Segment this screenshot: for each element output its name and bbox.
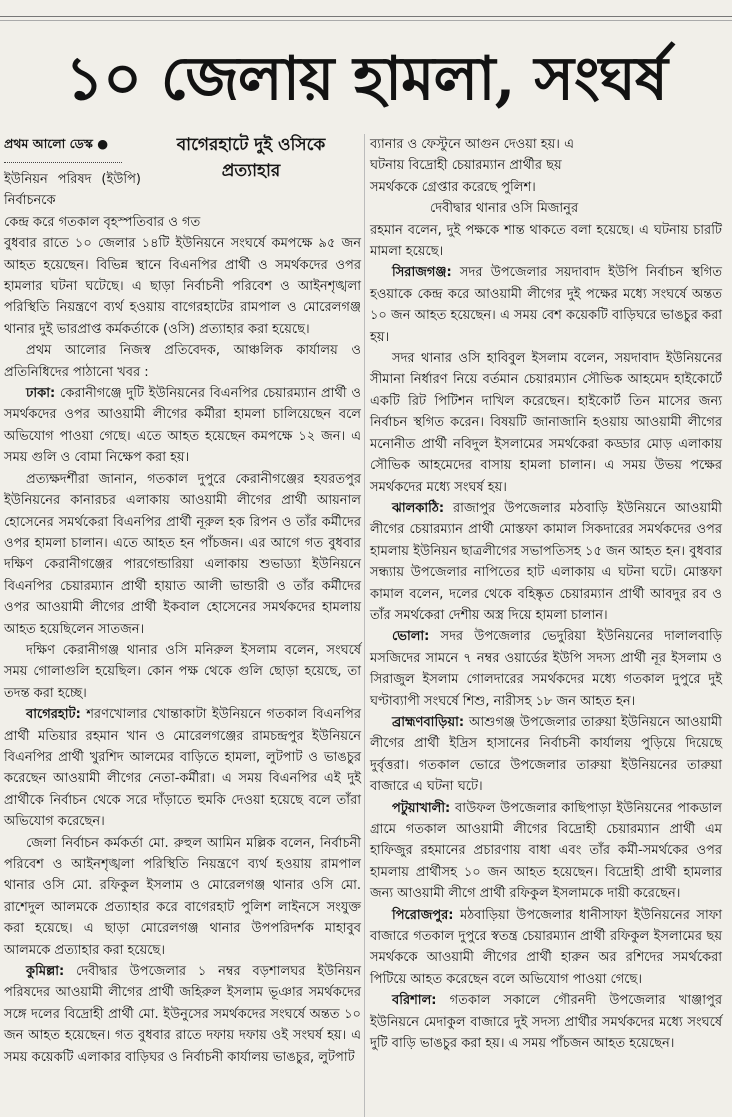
debidwar-oc-body: রহমান বলেন, দুই পক্ষকে শান্ত থাকতে বলা হয়েছে। এ ঘটনায় চারটি মামলা হয়েছে। xyxy=(370,222,722,260)
dhaka-label: ঢাকা: xyxy=(26,386,56,402)
right-column xyxy=(370,134,722,1054)
jhalokathi-paragraph xyxy=(370,498,722,626)
pirojpur-text: মঠবাড়িয়া উপজেলার ধানীসাফা ইউনিয়নের সাফা বাজারে গতকাল দুপুরে স্বতন্ত্র চেয়ারম্যান প্রার্থী রফিকুল ইসলামের ছয় সমর্থককে আওয়ামী লীগের প্রার্থী হারুন অর রশিদের সমর্থকেরা পিটিয়ে আহত করেছেন বলে অভিযোগ পাওয়া গেছে। xyxy=(370,907,722,987)
byline-bullet: ● xyxy=(97,136,109,151)
lead-paragraph-body: বুধবার রাতে ১০ জেলার ১৪টি ইউনিয়নে সংঘর্ষে কমপক্ষে ৯৫ জন আহত হয়েছেন। বিভিন্ন স্থানে বিএনপির প্রার্থী ও সমর্থকদের ওপর হামলার ঘটনা ঘটেছে। এ ছাড়া নির্বাচনী পরিবেশ ও আইনশৃঙ্খলা পরিস্থিতি নিয়ন্ত্রণে ব্যর্থ হওয়ায় বাগেরহাটের রামপাল ও মোরেলগঞ্জ থানার দুই ভারপ্রাপ্ত কর্মকর্তাকে (ওসি) প্রত্যাহার করা হয়েছে। xyxy=(4,236,361,337)
patuakhali-label: পটুয়াখালী: xyxy=(392,800,451,816)
left-column xyxy=(4,134,361,1068)
jhalokathi-text: রাজাপুর উপজেলার মঠবাড়ি ইউনিয়নে আওয়ামী লীগের চেয়ারম্যান প্রার্থী মোস্তফা কামাল সিকদারের সমর্থকদের ওপর হামলায় ইউনিয়ন ছাত্রলীগের সভাপতিসহ ১৫ জন আহত হন। বুধবার সন্ধ্যায় উপজেলার নাপিতের হাট এলাকায় এ ঘটনা ঘটে। মোস্তফা কামাল বলেন, দলের থেকে বহিষ্কৃত চেয়ারম্যান প্রার্থী আবদুর রব ও তাঁর সমর্থকেরা দেশীয় অস্ত্র দিয়ে হামলা চালান। xyxy=(370,500,722,623)
jhalokathi-label: ঝালকাঠি: xyxy=(392,500,445,516)
sub-headline-line2: প্রত্যাহার xyxy=(221,161,281,181)
patuakhali-paragraph xyxy=(370,798,722,905)
sirajganj-paragraph xyxy=(370,262,722,348)
sirajganj-text: সদর উপজেলার সয়দাবাদ ইউপি নির্বাচন স্থগিত হওয়াকে কেন্দ্র করে আওয়ামী লীগের দুই পক্ষের মধ্যে সংঘর্ষে অন্তত ১০ জন আহত হয়েছেন। এ সময় বেশ কয়েকটি বাড়িঘরে ভাঙচুর করা হয়। xyxy=(370,265,722,345)
oc-statement-paragraph: দক্ষিণ কেরানীগঞ্জ থানার ওসি মনিরুল ইসলাম বলেন, সংঘর্ষে সময় গোলাগুলি হয়েছিল। কোন পক্ষ থেকে গুলি ছোড়া হয়েছে, তা তদন্ত করা হচ্ছে। xyxy=(4,642,361,701)
comilla-text: দেবীদ্বার উপজেলার ১ নম্বর বড়শালঘর ইউনিয়ন পরিষদের আওয়ামী লীগের প্রার্থী জহিরুল ইসলাম ভূঞার সমর্থকদের সঙ্গে দলের বিদ্রোহী প্রার্থী মো. ইউনুসের সমর্থকদের সংঘর্ষে অন্তত ১০ জন আহত হয়েছেন। গত বুধবার রাতে দফায় দফায় ওই সংঘর্ষ হয়। এ সময় কয়েকটি এলাকার বাড়িঘর ও নির্বাচনী কার্যালয় ভাঙচুর, লুটপাট xyxy=(4,964,361,1065)
bagerhat-paragraph xyxy=(4,704,361,832)
dhaka-text: কেরানীগঞ্জে দুটি ইউনিয়নের বিএনপির চেয়ারম্যান প্রার্থী ও সমর্থকদের ওপর আওয়ামী লীগের কর্মীরা হামলা চালিয়েছেন বলে অভিযোগ পাওয়া গেছে। এতে আহত হয়েছেন কমপক্ষে ১২ জন। এ সময় গুলি ও বোমা নিক্ষেপ করা হয়। xyxy=(4,386,361,466)
sub-headline-line1: বাগেরহাটে দুই ওসিকে xyxy=(176,135,326,155)
source-paragraph: প্রথম আলোর নিজস্ব প্রতিবেদক, আঞ্চলিক কার্যালয় ও প্রতিনিধিদের পাঠানো খবর : xyxy=(4,343,361,380)
barishal-text: গতকাল সকালে গৌরনদী উপজেলার খাঞ্জাপুর ইউনিয়নে মেদাকুল বাজারে দুই সদস্য প্রার্থীর সমর্থকদের মধ্যে সংঘর্ষে দুটি বাড়ি ভাঙচুর করা হয়। এ সময় পাঁচজন আহত হয়েছেন। xyxy=(370,993,722,1052)
patuakhali-text: বাউফল উপজেলার কাছিপাড়া ইউনিয়নের পাকডাল গ্রামে গতকাল আওয়ামী লীগের বিদ্রোহী চেয়ারম্যান প্রার্থী এম হাফিজুর রহমানের প্রচারণায় বাধা এবং তাঁর কর্মী-সমর্থকের ওপর হামলায় প্রার্থীসহ ১০ জন আহত হয়েছেন। বিদ্রোহী প্রার্থী হামলার জন্য আওয়ামী লীগে প্রার্থী রফিকুল ইসলামকে দায়ী করেছেন। xyxy=(370,800,722,902)
sadar-oc-paragraph: সদর থানার ওসি হাবিবুল ইসলাম বলেন, সয়দাবাদ ইউনিয়নের সীমানা নির্ধারণ নিয়ে বর্তমান চেয়ারম্যান সৌভিক আহমেদ হাইকোর্টে একটি রিট পিটিশন দাখিল করেছেন। হাইকোর্ট তিন মাসের জন্য নির্বাচন স্থগিত করেন। বিষয়টি জানাজানি হওয়ায় আওয়ামী লীগের মনোনীত প্রার্থী নবিদুল ইসলামের সমর্থকেরা কড্ডার মোড় এলাকায় সৌভিক আহমেদের বাসায় হামলা চালান। এ সময় উভয় পক্ষের সমর্থকদের মধ্যে সংঘর্ষ হয়। xyxy=(370,351,722,495)
pirojpur-paragraph xyxy=(370,905,722,991)
comilla-paragraph xyxy=(4,961,361,1068)
election-officer-paragraph: জেলা নির্বাচন কর্মকর্তা মো. রুহুল আমিন মল্লিক বলেন, নির্বাচনী পরিবেশ ও আইনশৃঙ্খলা পরিস্থিতি নিয়ন্ত্রণে ব্যর্থ হওয়ায় রামপাল থানার ওসি মো. রফিকুল ইসলাম ও মোরেলগঞ্জ থানার ওসি মো. রাশেদুল আলমকে প্রত্যাহার করে বাগেরহাট পুলিশ লাইনসে সংযুক্ত করা হয়েছে। এ ছাড়া মোরেলগঞ্জ থানার উপপরিদর্শক মাহাবুব আলমকে প্রত্যাহার করা হয়েছে। xyxy=(4,835,361,958)
eyewitness-paragraph: প্রত্যক্ষদর্শীরা জানান, গতকাল দুপুরে কেরানীগঞ্জের হযরতপুর ইউনিয়নের কানারচর এলাকায় আওয়ামী লীগের প্রার্থী আয়নাল হোসেনের সমর্থকেরা বিএনপির প্রার্থী নূরুল হক রিপন ও তাঁর কর্মীদের ওপর হামলা চালান। এতে আহত হন পাঁচজন। এর আগে গত বুধবার দক্ষিণ কেরানীগঞ্জের পারগেন্ডারিয়া এলাকায় শুভাড্যা ইউনিয়নে বিএনপির চেয়ারম্যান প্রার্থী হায়াত আলী ভান্ডারী ও তাঁর কর্মীদের ওপর আওয়ামী লীগের প্রার্থী ইকবাল হোসেনের সমর্থকদের হামলায় আহত হয়েছিলেন সাতজন। xyxy=(4,471,361,637)
byline-dotted-rule xyxy=(4,154,122,163)
comilla-label: কুমিল্লা: xyxy=(26,964,65,980)
bagerhat-text: শরণখোলার খোন্তাকাটা ইউনিয়নে গতকাল বিএনপির প্রার্থী মতিয়ার রহমান খান ও মোরেলগঞ্জের রামচন্দ্রপুর ইউনিয়নে বিএনপির প্রার্থী খুরশিদ আলমের বাড়িতে হামলা, লুটপাট ও ভাঙচুর করেছেন আওয়ামী লীগের নেতা-কর্মীরা। এ সময় বিএনপির এই দুই প্রার্থীকে নির্বাচন থেকে সরে দাঁড়াতে হুমকি দেওয়া হয়েছে বলে তাঁরা অভিযোগ করেছেন। xyxy=(4,707,361,830)
byline-text: প্রথম আলো ডেস্ক xyxy=(4,136,93,151)
brahmanbaria-label: ব্রাহ্মণবাড়িয়া: xyxy=(392,714,465,730)
bhola-paragraph xyxy=(370,626,722,712)
comilla-continued-line1: ব্যানার ও ফেস্টুনে আগুন দেওয়া হয়। এ xyxy=(370,137,574,152)
pirojpur-label: পিরোজপুর: xyxy=(392,907,454,923)
bhola-text: সদর উপজেলার ভেদুরিয়া ইউনিয়নের দালালবাড়ি মসজিদের সামনে ৭ নম্বর ওয়ার্ডের ইউপি সদস্য প্রার্থী নূর ইসলাম ও সিরাজুল ইসলাম গোলদারের সমর্থকদের মধ্যে গতকাল দুপুরে দুই ঘণ্টাব্যাপী সংঘর্ষে শিশু, নারীসহ ১৮ জন আহত হন। xyxy=(370,629,722,709)
lead-paragraph-line1: ইউনিয়ন পরিষদ (ইউপি) নির্বাচনকে xyxy=(4,172,141,209)
top-rule-secondary xyxy=(0,20,732,21)
column-divider xyxy=(364,134,365,1117)
brahmanbaria-paragraph xyxy=(370,712,722,798)
bagerhat-label: বাগেরহাট: xyxy=(26,707,81,723)
lead-paragraph-line2: কেন্দ্র করে গতকাল বৃহস্পতিবার ও গত xyxy=(4,214,201,230)
comilla-continued-line3: সমর্থককে গ্রেপ্তার করেছে পুলিশ। xyxy=(370,179,536,195)
brahmanbaria-text: আশুগঞ্জ উপজেলার তারুয়া ইউনিয়নে আওয়ামী লীগের প্রার্থী ইদ্রিস হাসানের নির্বাচনী কার্যালয় পুড়িয়ে দিয়েছে দুর্বৃত্তরা। গতকাল ভোরে উপজেলার তারুয়া ইউনিয়নের তারুয়া বাজারে এ ঘটনা ঘটে। xyxy=(370,714,722,795)
top-rule xyxy=(0,16,732,17)
barishal-paragraph xyxy=(370,990,722,1054)
sub-headline xyxy=(141,132,361,208)
sirajganj-label: সিরাজগঞ্জ: xyxy=(392,265,452,281)
bhola-label: ভোলা: xyxy=(392,629,430,645)
dhaka-paragraph xyxy=(4,383,361,469)
debidwar-oc-line1: দেবীদ্বার থানার ওসি মিজানুর xyxy=(430,201,579,217)
headline: ১০ জেলায় হামলা, সংঘর্ষ xyxy=(65,44,667,114)
barishal-label: বরিশাল: xyxy=(392,993,437,1009)
comilla-continued-line2: ঘটনায় বিদ্রোহী চেয়ারম্যান প্রার্থীর ছয় xyxy=(370,158,562,174)
